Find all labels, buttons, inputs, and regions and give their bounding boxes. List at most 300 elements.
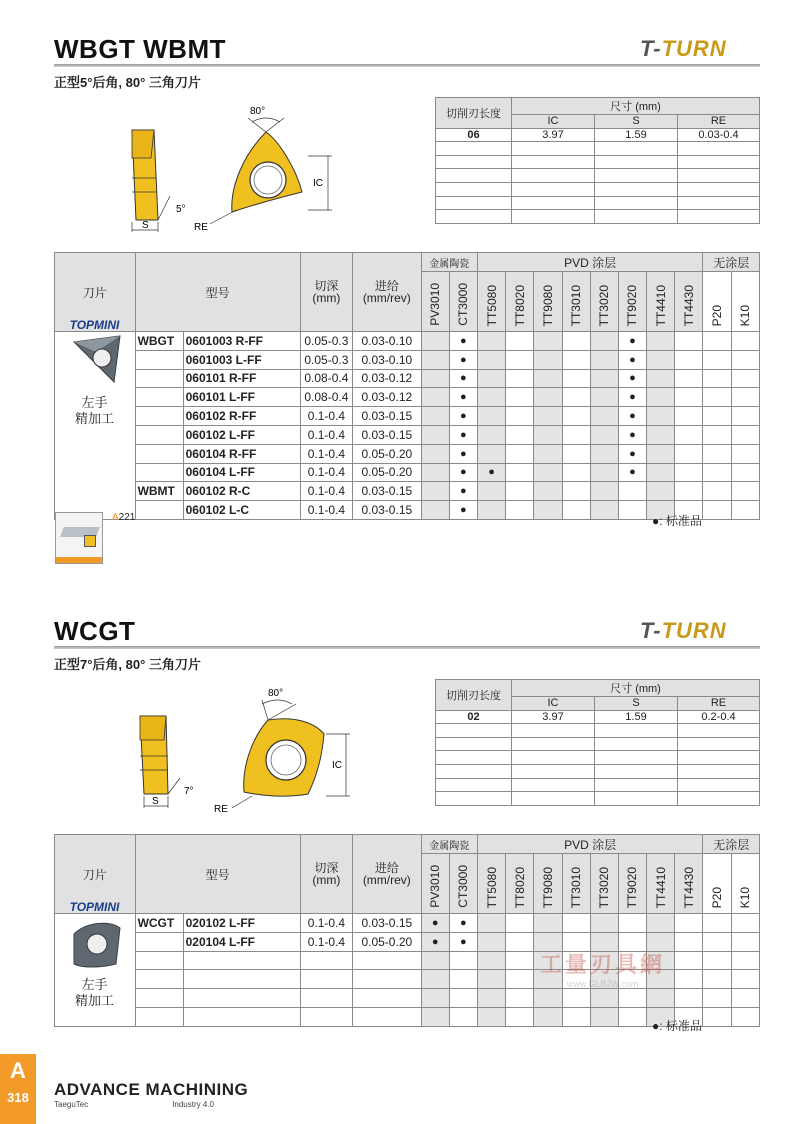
model-code	[183, 1007, 300, 1026]
feed-value: 0.03-0.12	[353, 369, 421, 388]
grade-header-tt4430: TT4430	[675, 272, 703, 332]
feed-value: 0.05-0.20	[353, 444, 421, 463]
depth-value	[300, 970, 352, 989]
grade-cell-tt5080	[477, 989, 505, 1008]
grade-cell-tt8020	[506, 932, 534, 951]
model-prefix: WBMT	[135, 482, 183, 501]
feed-value: 0.05-0.20	[353, 463, 421, 482]
grade-cell-pv3010	[421, 1007, 449, 1026]
grade-cell-p20	[703, 407, 731, 426]
grade-cell-p20	[703, 501, 731, 520]
grade-cell-k10	[731, 501, 759, 520]
grade-cell-tt5080	[477, 501, 505, 520]
dim-header-s: S	[595, 697, 678, 711]
grade-cell-tt8020	[506, 501, 534, 520]
grade-header-tt9020: TT9020	[618, 272, 646, 332]
section2-rule	[54, 646, 760, 649]
reference-page[interactable]: A221	[112, 512, 136, 523]
grade-cell-p20	[703, 914, 731, 933]
side-view-icon	[140, 716, 180, 808]
header-feed: 进给 (mm/rev)	[353, 253, 421, 332]
section2-subtitle: 正型7°后角, 80° 三角刀片	[54, 657, 201, 672]
grade-cell-ct3000	[449, 989, 477, 1008]
header-insert: 刀片	[55, 835, 136, 914]
grade-cell-tt3010	[562, 914, 590, 933]
grade-cell-ct3000: ●	[449, 332, 477, 351]
grade-cell-ct3000: ●	[449, 914, 477, 933]
insert-process: 精加工	[74, 993, 114, 1008]
dimension-table-1	[435, 97, 760, 224]
grade-cell-p20	[703, 369, 731, 388]
grade-header-k10: K10	[731, 854, 759, 914]
model-code: 0601003 R-FF	[183, 332, 300, 351]
footnote-2: ●: 标准品	[652, 1019, 702, 1033]
grade-cell-tt9080	[534, 425, 562, 444]
grade-cell-k10	[731, 932, 759, 951]
grade-cell-p20	[703, 388, 731, 407]
grade-cell-tt4410	[647, 914, 675, 933]
grade-cell-k10	[731, 332, 759, 351]
grade-cell-tt3010	[562, 332, 590, 351]
depth-value: 0.05-0.3	[300, 350, 352, 369]
model-prefix	[135, 425, 183, 444]
grade-cell-k10	[731, 914, 759, 933]
t-turn-logo: T-TURN	[640, 36, 727, 61]
grade-cell-tt4430	[675, 482, 703, 501]
label-angle: 80°	[250, 106, 266, 117]
grade-cell-tt3020	[590, 444, 618, 463]
header-pvd: PVD 涂层	[477, 253, 703, 272]
t-turn-logo-2: T-TURN	[640, 618, 727, 643]
page-number: 318	[7, 1090, 29, 1105]
grade-cell-tt3010	[562, 388, 590, 407]
header-feed: 进给 (mm/rev)	[353, 835, 421, 914]
grade-cell-pv3010: ●	[421, 914, 449, 933]
label-relief: 5°	[176, 204, 186, 215]
feed-value	[353, 1007, 421, 1026]
grade-cell-tt4430	[675, 388, 703, 407]
top-view-icon	[232, 700, 350, 808]
grade-header-tt8020: TT8020	[506, 854, 534, 914]
label-s: S	[142, 220, 149, 231]
grade-cell-pv3010	[421, 388, 449, 407]
table-row	[55, 989, 760, 1008]
feed-value: 0.03-0.15	[353, 407, 421, 426]
table-row	[55, 332, 760, 351]
model-prefix	[135, 970, 183, 989]
grade-cell-k10	[731, 463, 759, 482]
label-ic: IC	[332, 760, 342, 771]
grade-cell-tt3020	[590, 501, 618, 520]
section-tab-letter: A	[10, 1058, 26, 1083]
grade-cell-tt9020	[618, 989, 646, 1008]
grade-cell-p20	[703, 463, 731, 482]
grade-cell-k10	[731, 951, 759, 970]
grade-cell-p20	[703, 425, 731, 444]
model-prefix	[135, 951, 183, 970]
grade-cell-tt5080	[477, 332, 505, 351]
grade-cell-tt9080	[534, 350, 562, 369]
header-model: 型号	[135, 253, 300, 332]
grade-cell-tt4430	[675, 951, 703, 970]
model-code	[183, 970, 300, 989]
footnote-1: ●: 标准品	[652, 514, 702, 528]
model-code: 060104 L-FF	[183, 463, 300, 482]
grade-cell-k10	[731, 1007, 759, 1026]
grade-cell-k10	[731, 407, 759, 426]
grade-cell-k10	[731, 369, 759, 388]
grade-cell-tt5080	[477, 350, 505, 369]
dim-header-ic: IC	[512, 697, 595, 711]
feed-value: 0.03-0.10	[353, 350, 421, 369]
dim-header-length: 切削刃长度	[436, 98, 512, 129]
grade-cell-tt3010	[562, 989, 590, 1008]
grade-cell-tt4410	[647, 350, 675, 369]
top-view-icon	[210, 118, 332, 224]
model-code: 060102 R-FF	[183, 407, 300, 426]
grade-cell-tt4410	[647, 482, 675, 501]
grade-header-pv3010: PV3010	[421, 272, 449, 332]
grade-cell-ct3000: ●	[449, 501, 477, 520]
grade-cell-tt9080	[534, 1007, 562, 1026]
model-prefix	[135, 407, 183, 426]
grade-cell-tt5080	[477, 482, 505, 501]
table-row	[55, 388, 760, 407]
grade-cell-tt5080	[477, 932, 505, 951]
grade-cell-tt9020	[618, 501, 646, 520]
dim-header-s: S	[595, 115, 678, 129]
insert-cell-2	[55, 900, 134, 1009]
insert-cell-1	[55, 318, 134, 427]
grade-cell-ct3000: ●	[449, 350, 477, 369]
depth-value: 0.1-0.4	[300, 932, 352, 951]
model-prefix: WBGT	[135, 332, 183, 351]
grade-cell-tt8020	[506, 989, 534, 1008]
grade-cell-tt3020	[590, 989, 618, 1008]
grade-cell-p20	[703, 444, 731, 463]
dimension-table-2	[435, 679, 760, 806]
grade-cell-tt9080	[534, 914, 562, 933]
grade-cell-tt4410	[647, 369, 675, 388]
grade-cell-pv3010: ●	[421, 932, 449, 951]
grade-cell-tt4430	[675, 463, 703, 482]
grade-cell-tt8020	[506, 914, 534, 933]
grade-cell-pv3010	[421, 951, 449, 970]
table-row: 02 3.97 1.59 0.2-0.4	[436, 710, 760, 724]
table-row	[55, 350, 760, 369]
grade-cell-tt3020	[590, 1007, 618, 1026]
grade-cell-tt9020: ●	[618, 425, 646, 444]
label-angle: 80°	[268, 688, 284, 699]
grade-cell-tt5080	[477, 970, 505, 989]
feed-value: 0.03-0.15	[353, 482, 421, 501]
depth-value: 0.08-0.4	[300, 369, 352, 388]
grade-cell-tt8020	[506, 1007, 534, 1026]
insert-photo-icon	[60, 914, 130, 972]
grade-cell-tt8020	[506, 350, 534, 369]
table-row	[55, 444, 760, 463]
header-cermet: 金属陶瓷	[421, 253, 477, 272]
label-re: RE	[194, 222, 208, 233]
grade-cell-tt3020	[590, 425, 618, 444]
grade-cell-tt8020	[506, 463, 534, 482]
feed-value: 0.03-0.10	[353, 332, 421, 351]
grade-cell-tt9020: ●	[618, 388, 646, 407]
header-cermet: 金属陶瓷	[421, 835, 477, 854]
grade-cell-tt3010	[562, 501, 590, 520]
grade-cell-tt5080	[477, 425, 505, 444]
grade-cell-tt9080	[534, 444, 562, 463]
grade-cell-tt4430	[675, 989, 703, 1008]
feed-value: 0.05-0.20	[353, 932, 421, 951]
grade-cell-tt5080	[477, 369, 505, 388]
grade-cell-tt8020	[506, 970, 534, 989]
grade-cell-tt4430	[675, 332, 703, 351]
grade-cell-pv3010	[421, 350, 449, 369]
grade-cell-tt9080	[534, 989, 562, 1008]
table-row	[55, 425, 760, 444]
grade-header-tt3020: TT3020	[590, 854, 618, 914]
grade-cell-k10	[731, 970, 759, 989]
grade-cell-pv3010	[421, 989, 449, 1008]
depth-value: 0.1-0.4	[300, 425, 352, 444]
grade-cell-tt4430	[675, 444, 703, 463]
grade-header-tt3010: TT3010	[562, 272, 590, 332]
grade-cell-tt5080: ●	[477, 463, 505, 482]
grade-cell-tt4430	[675, 970, 703, 989]
header-insert: 刀片	[55, 253, 136, 332]
grade-header-tt5080: TT5080	[477, 854, 505, 914]
grade-cell-tt5080	[477, 388, 505, 407]
grade-cell-k10	[731, 388, 759, 407]
model-code: 060102 L-FF	[183, 425, 300, 444]
grade-cell-tt3010	[562, 350, 590, 369]
grade-cell-k10	[731, 350, 759, 369]
grade-header-k10: K10	[731, 272, 759, 332]
grade-cell-tt4410	[647, 444, 675, 463]
header-depth: 切深 (mm)	[300, 253, 352, 332]
grade-cell-tt5080	[477, 951, 505, 970]
grade-cell-tt3020	[590, 407, 618, 426]
grade-cell-tt9020	[618, 482, 646, 501]
model-code: 0601003 L-FF	[183, 350, 300, 369]
insert-hand: 左手	[81, 977, 108, 992]
grade-cell-pv3010	[421, 482, 449, 501]
depth-value: 0.1-0.4	[300, 501, 352, 520]
model-code: 060102 R-C	[183, 482, 300, 501]
grade-cell-tt3010	[562, 407, 590, 426]
grade-header-ct3000: CT3000	[449, 272, 477, 332]
grade-cell-tt3010	[562, 1007, 590, 1026]
grade-cell-tt9080	[534, 501, 562, 520]
grade-cell-tt3020	[590, 369, 618, 388]
grade-header-tt9080: TT9080	[534, 854, 562, 914]
grade-cell-pv3010	[421, 463, 449, 482]
feed-value	[353, 951, 421, 970]
grade-cell-tt4430	[675, 350, 703, 369]
depth-value	[300, 989, 352, 1008]
section1-subtitle: 正型5°后角, 80° 三角刀片	[54, 75, 201, 90]
grade-cell-ct3000: ●	[449, 932, 477, 951]
grade-cell-tt4430	[675, 932, 703, 951]
grade-cell-ct3000: ●	[449, 407, 477, 426]
grade-cell-p20	[703, 482, 731, 501]
model-code: 020104 L-FF	[183, 932, 300, 951]
grade-cell-ct3000	[449, 951, 477, 970]
grade-cell-p20	[703, 332, 731, 351]
grade-cell-pv3010	[421, 332, 449, 351]
dim-header-size: 尺寸 (mm)	[512, 680, 760, 697]
grade-cell-pv3010	[421, 425, 449, 444]
grade-header-p20: P20	[703, 272, 731, 332]
depth-value: 0.1-0.4	[300, 463, 352, 482]
model-prefix	[135, 388, 183, 407]
table-row	[55, 463, 760, 482]
grade-cell-p20	[703, 1007, 731, 1026]
dim-header-ic: IC	[512, 115, 595, 129]
model-prefix	[135, 501, 183, 520]
grade-cell-tt9080	[534, 482, 562, 501]
grade-cell-k10	[731, 989, 759, 1008]
grade-cell-tt3010	[562, 369, 590, 388]
label-s: S	[152, 796, 159, 807]
grade-cell-pv3010	[421, 501, 449, 520]
topmini-logo: TOPMINI	[69, 900, 120, 914]
grade-cell-tt3020	[590, 350, 618, 369]
depth-value: 0.1-0.4	[300, 914, 352, 933]
topmini-logo: TOPMINI	[69, 318, 120, 332]
depth-value: 0.1-0.4	[300, 407, 352, 426]
grade-header-tt4410: TT4410	[647, 272, 675, 332]
section2-title: WCGT	[54, 616, 136, 646]
grade-cell-tt8020	[506, 332, 534, 351]
header-pvd: PVD 涂层	[477, 835, 703, 854]
model-code	[183, 989, 300, 1008]
grade-cell-tt3010	[562, 482, 590, 501]
table-row	[55, 914, 760, 933]
model-code: 020102 L-FF	[183, 914, 300, 933]
dim-header-re: RE	[678, 697, 760, 711]
grade-cell-tt3020	[590, 914, 618, 933]
grade-header-tt4410: TT4410	[647, 854, 675, 914]
grade-cell-p20	[703, 951, 731, 970]
header-uncoated: 无涂层	[703, 253, 760, 272]
model-code	[183, 951, 300, 970]
grade-cell-tt9080	[534, 407, 562, 426]
grade-cell-tt9080	[534, 332, 562, 351]
grade-cell-k10	[731, 482, 759, 501]
grade-cell-tt8020	[506, 369, 534, 388]
grade-cell-tt3020	[590, 482, 618, 501]
model-prefix	[135, 444, 183, 463]
watermark-text: 工量刃具網	[540, 952, 666, 977]
grade-cell-tt9080	[534, 369, 562, 388]
grade-cell-k10	[731, 444, 759, 463]
grade-cell-pv3010	[421, 369, 449, 388]
grade-cell-tt4410	[647, 407, 675, 426]
feed-value: 0.03-0.15	[353, 914, 421, 933]
grade-cell-tt9020	[618, 914, 646, 933]
grade-cell-tt4410	[647, 388, 675, 407]
feed-value: 0.03-0.15	[353, 501, 421, 520]
label-relief: 7°	[184, 786, 194, 797]
grade-header-tt8020: TT8020	[506, 272, 534, 332]
grade-cell-tt3010	[562, 425, 590, 444]
grade-cell-tt4430	[675, 369, 703, 388]
depth-value	[300, 1007, 352, 1026]
grade-cell-ct3000	[449, 1007, 477, 1026]
holder-reference-icon[interactable]	[55, 512, 103, 564]
grade-cell-tt4430	[675, 425, 703, 444]
grade-cell-ct3000: ●	[449, 482, 477, 501]
grade-cell-ct3000: ●	[449, 444, 477, 463]
grade-cell-tt4410	[647, 463, 675, 482]
grade-cell-pv3010	[421, 970, 449, 989]
grade-cell-tt9080	[534, 463, 562, 482]
grade-cell-tt8020	[506, 425, 534, 444]
grade-cell-tt8020	[506, 951, 534, 970]
header-model: 型号	[135, 835, 300, 914]
grade-cell-p20	[703, 350, 731, 369]
model-code: 060101 L-FF	[183, 388, 300, 407]
grade-cell-tt8020	[506, 388, 534, 407]
depth-value: 0.05-0.3	[300, 332, 352, 351]
model-prefix	[135, 932, 183, 951]
dim-header-re: RE	[678, 115, 760, 129]
grade-cell-tt8020	[506, 482, 534, 501]
model-prefix	[135, 989, 183, 1008]
dim-header-size: 尺寸 (mm)	[512, 98, 760, 115]
grade-cell-tt5080	[477, 914, 505, 933]
watermark-url: www.GLBJW.com	[566, 979, 639, 989]
grade-header-tt9080: TT9080	[534, 272, 562, 332]
model-prefix: WCGT	[135, 914, 183, 933]
grade-cell-tt4410	[647, 989, 675, 1008]
grade-cell-tt9020: ●	[618, 350, 646, 369]
section-tab[interactable]	[0, 1054, 36, 1124]
side-view-icon	[132, 130, 170, 232]
table-row	[55, 369, 760, 388]
grade-cell-tt9020: ●	[618, 369, 646, 388]
grade-cell-tt8020	[506, 444, 534, 463]
grade-header-tt3010: TT3010	[562, 854, 590, 914]
insert-process: 精加工	[74, 411, 114, 426]
grade-cell-p20	[703, 989, 731, 1008]
grade-header-ct3000: CT3000	[449, 854, 477, 914]
depth-value	[300, 951, 352, 970]
depth-value: 0.08-0.4	[300, 388, 352, 407]
advance-machining-logo: ADVANCE MACHINING TaeguTec Industry 4.0	[54, 1080, 249, 1109]
insert-diagram-2	[118, 682, 358, 822]
product-table-2	[54, 834, 760, 1027]
grade-cell-tt9080	[534, 388, 562, 407]
grade-cell-ct3000	[449, 970, 477, 989]
section1-rule	[54, 64, 760, 67]
feed-value: 0.03-0.12	[353, 388, 421, 407]
grade-cell-tt9020: ●	[618, 332, 646, 351]
insert-hand: 左手	[81, 395, 108, 410]
grade-cell-tt9020: ●	[618, 444, 646, 463]
grade-cell-pv3010	[421, 407, 449, 426]
grade-cell-tt5080	[477, 1007, 505, 1026]
grade-cell-tt4430	[675, 914, 703, 933]
grade-cell-tt3010	[562, 463, 590, 482]
feed-value	[353, 970, 421, 989]
grade-cell-p20	[703, 970, 731, 989]
grade-cell-tt3020	[590, 332, 618, 351]
grade-cell-tt9020: ●	[618, 407, 646, 426]
depth-value: 0.1-0.4	[300, 444, 352, 463]
